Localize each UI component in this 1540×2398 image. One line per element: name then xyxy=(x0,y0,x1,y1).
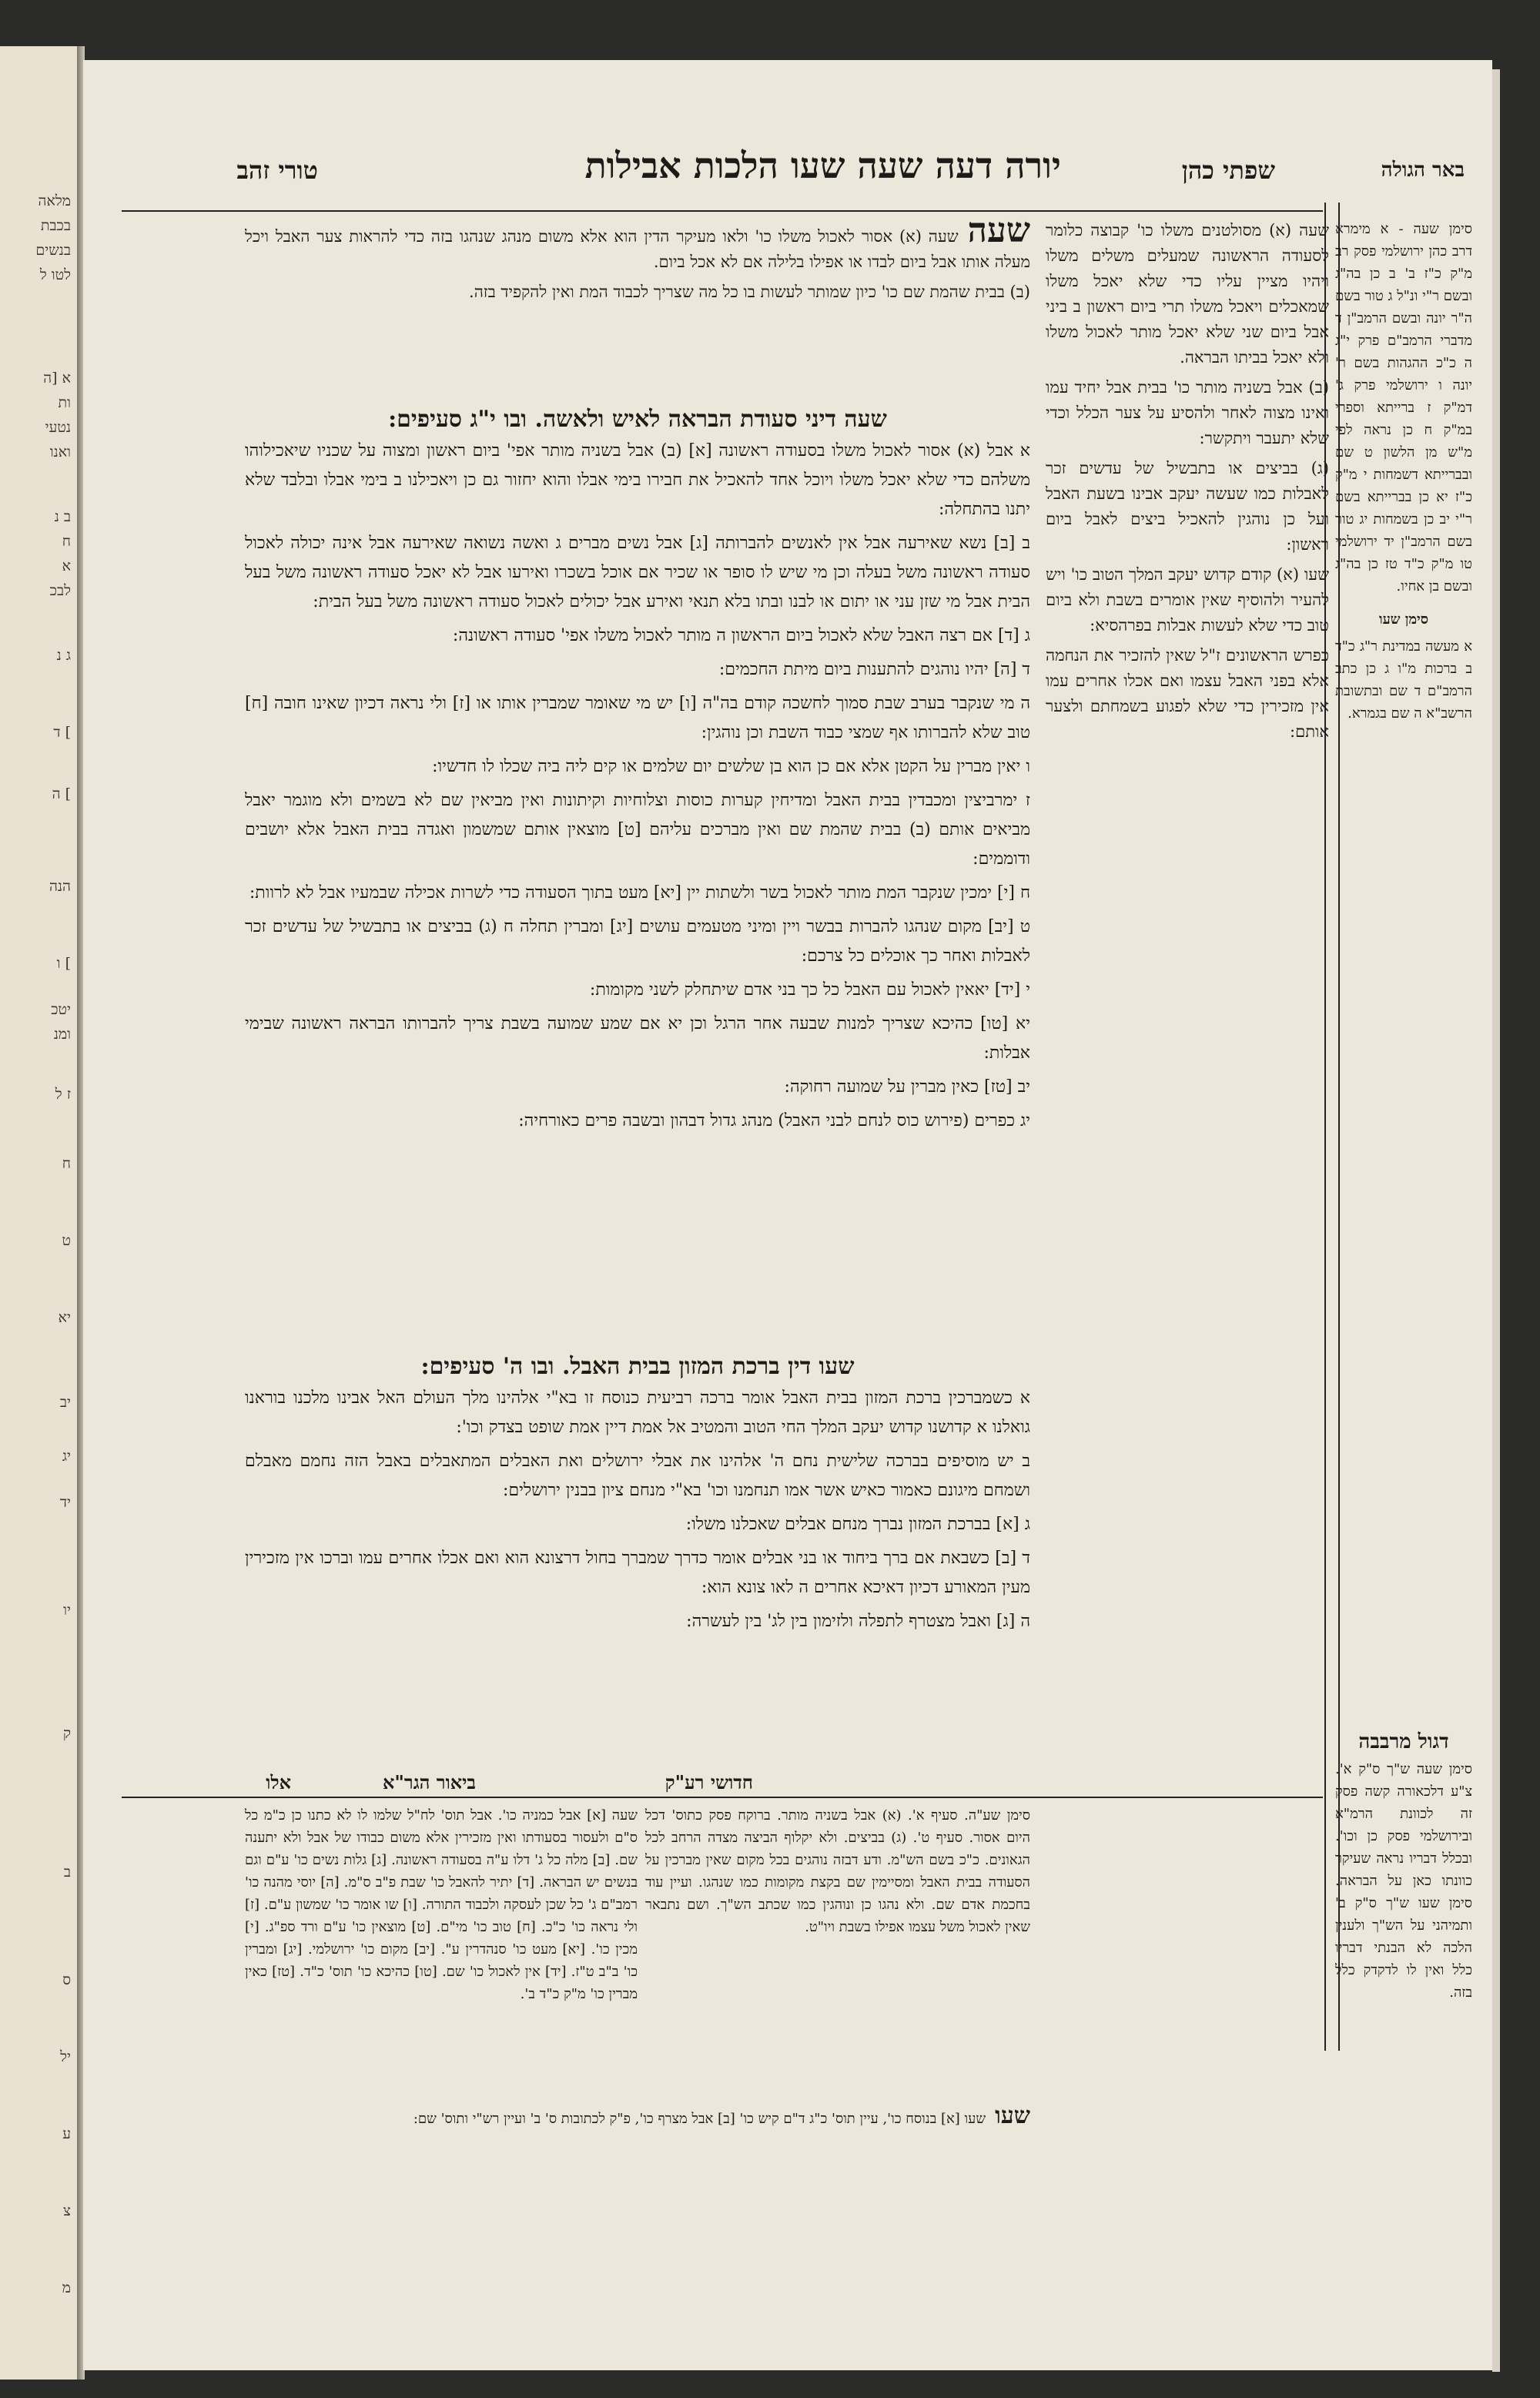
margin-fragment: יטכ xyxy=(51,1001,71,1018)
margin-fragment: לבכ xyxy=(49,582,71,599)
shach-paragraph: (ב) אבל בשניה מותר כו' בבית אבל יחיד עמו ואינו מצוה לאחר ולהסיע על צער הכלל וכדי שלא יתעבר ויתקשר: xyxy=(1046,378,1329,447)
beer-hagolah-text-b: א מעשה במדינת ר"ג כ"ד ב ברכות מ"ו ג כן כתב הרמב"ם ד שם ובתשובת הרשב"א ה שם בגמרא. xyxy=(1335,638,1472,722)
seif: ה [ג] ואבל מצטרף לתפלה ולזימון בין לג' בין לעשרה: xyxy=(686,1612,1030,1631)
taz-paragraph: (ב) בבית שהמת שם כו' כיון שמותר לעשות בו כל מה שצריך לכבוד המת ואין להקפיד בזה. xyxy=(469,283,1030,301)
main-text-column xyxy=(245,403,1030,1342)
margin-fragment: ה [ xyxy=(52,785,71,802)
seif: ג [ד] אם רצה האבל שלא לאכול ביום הראשון ה מותר לאכול משלו אפי' סעודה ראשונה: xyxy=(452,626,1030,645)
margin-fragment: ואנו xyxy=(49,444,71,461)
margin-fragment: א [ה xyxy=(43,370,71,387)
siman-heading: שעה דיני סעודת הבראה לאיש ולאשה. ובו י"ג סעיפים: xyxy=(388,406,887,433)
seif: ד [ב] כשבאת אם ברך ביחוד או בני אבלים אומר כדרך שמברך בחול דרצונא הוא ואם אכלו אחרים עמו וברכו אין מזכירין מעין המאורע דכיון דאיכא אחרים ה לאו צונא הוא: xyxy=(245,1549,1030,1597)
beer-hagolah-text: סימן שעה - א מימרא דרב כהן ירושלמי פסק רב מ"ק כ"ז ב' ב כן בה"ג ובשם ר"י ונ"ל ג טור בשם ה"ר יונה ובשם הרמב"ן ד מדברי הרמב"ם פרק י"ג ה כ"כ ההגהות בשם ר' יונה ו ירושלמי פרק ג' דמ"ק ז ברייתא וספרי במ"ק ח כן נראה לפי מ"ש מן הלשון ט שם ובברייתא דשמחות י מ"ק כ"ז יא כן בברייתא בשם ר"י יב כן בשמחות יג טור בשם הרמב"ן יד ירושלמי טו מ"ק כ"ד טז כן בה"ג ובשם בן אחיו. xyxy=(1335,221,1472,594)
rabbi-akiva-label: חדושי רע"ק xyxy=(665,1771,753,1793)
margin-fragment: מלאה xyxy=(38,193,71,209)
seif: ט [יב] מקום שנהגו להברות בבשר ויין ומיני מטעמים עושים [יג] ומברין תחלה ח (ג) בביצים או בתבשיל של עדשים זכר לאבלות ואחר כך אוכלים כל צרכם: xyxy=(245,917,1030,966)
margin-fragment: ז ל xyxy=(55,1086,71,1103)
shach-paragraph: כפרש הראשונים ז"ל שאין להזכיר את הנחמה אלא בפני האבל עצמו ואם אכלו אחרים עמו אין מזכירין כדי שלא לפגוע בשמחתם ולצער אותם: xyxy=(1046,646,1329,741)
margin-fragment: יד xyxy=(59,1494,71,1511)
margin-fragment: יו xyxy=(63,1602,71,1619)
seif: יב [טז] כאין מברין על שמועה רחוקה: xyxy=(784,1077,1030,1097)
header-shach: שפתי כהן xyxy=(1181,156,1275,185)
beer-hagolah-column xyxy=(1335,218,1472,1627)
margin-fragment: ות xyxy=(58,394,71,411)
margin-fragment: מ xyxy=(62,2279,71,2296)
margin-fragment: ח xyxy=(62,533,71,550)
bottom-labels xyxy=(245,1771,1030,1797)
margin-fragment: יב xyxy=(59,1394,71,1411)
bottom-notes xyxy=(245,2105,1030,2336)
rabbi-akiva-column xyxy=(645,1804,1030,2097)
taz-column xyxy=(245,218,1030,403)
header-taz: טורי זהב xyxy=(236,156,318,185)
shach-paragraph: שעה (א) מסולטנים משלו כו' קבוצה כלומר לסעודה הראשונה שמעלים משלים משלו ויהיו מציין עליו כדי שלא יאכל משלו שמאכלים ויאכל משלו תרי ביום ראשון ב ביני אבל ביום שני שלא יאכל מותר לאכול משלו ולא יאכל בביתו הבראה. xyxy=(1046,221,1329,367)
margin-fragment: יל xyxy=(60,2048,71,2065)
beer-hagolah-heading-b: סימן שעו xyxy=(1378,611,1429,628)
seif: יא [טו] כהיכא שצריך למנות שבעה אחר הרגל וכן יא אם שמע שמועה בשבת צריך להברותו הבראה ראשונה שבימי אבלות: xyxy=(245,1014,1030,1063)
margin-fragment: יא xyxy=(58,1309,71,1326)
header-beer-hagolah: באר הגולה xyxy=(1381,159,1465,182)
margin-fragment: ו [ xyxy=(56,955,71,972)
margin-fragment: א xyxy=(62,558,71,574)
seif: ד [ה] יהיו נוהגים להתענות ביום מיתת החכמים: xyxy=(718,660,1030,679)
siman-marker: שעה xyxy=(967,218,1030,250)
margin-fragment: ד [ xyxy=(53,724,71,741)
margin-fragment: יג xyxy=(62,1448,71,1465)
seif: ו יאין מברין על הקטן אלא אם כן הוא בן שלשים יום שלמים או קים ליה ביה שכלו לו חדשיו: xyxy=(432,757,1030,776)
taz-paragraph xyxy=(245,218,1030,275)
margin-fragment: הנה xyxy=(49,878,71,895)
header-rule xyxy=(122,210,1323,212)
page-edge-shadow xyxy=(1492,69,1500,2372)
siman-376-column xyxy=(245,1350,1030,1812)
shach-paragraph: (ג) בביצים או בתבשיל של עדשים זכר לאבלות כמו שעשה יעקב אבינו בשעת האבל ועל כן נוהגין להאכיל ביצים לאבל ביום ראשון: xyxy=(1046,459,1329,554)
page-title: יורה דעה שעה שעו הלכות אבילות xyxy=(584,145,1061,186)
siman-marker-376: שעו xyxy=(995,2105,1030,2129)
seif: ח [י] ימכין שנקבר המת מותר לאכול בשר ולשתות יין [יא] מעט בתוך הסעודה כדי לשרות אכילה שבמעיו אבל לא לרוות: xyxy=(249,883,1030,903)
seif: ה מי שנקבר בערב שבת סמוך לחשכה קודם בה"ה [ו] יש מי שאומר שמברין אותו או [ז] ולי נראה דכיון שאינו חובה [ח] טוב שלא להברותו אף שמצי כבוד השבת וכן נוהגין: xyxy=(245,694,1030,742)
seif: א אבל (א) אסור לאכול משלו בסעודה ראשונה [א] (ב) אבל בשניה מותר אפי' ביום ראשון ומצוה על שכניו שיאכילוהו משלהם כדי שלא יאכל משלו ויוכל אחד להאכיל את חבירו בימי אבלו והוא יחזור גם כן ויאכילנו ב בימי אבלו ובלבד שלא יתנו בהתחלה: xyxy=(245,441,1030,519)
seif: ג [א] בברכת המזון נברך מנחם אבלים שאכלנו משלו: xyxy=(685,1515,1030,1534)
dagul-label: דגול מרבבה xyxy=(1358,1731,1449,1753)
siman-heading-376: שעו דין ברכת המזון בבית האבל. ובו ה' סעיפים: xyxy=(420,1353,855,1380)
margin-fragment: ומנ xyxy=(53,1026,71,1043)
dagul-text: סימן שעה ש"ך ס"ק א'. צ"ע דלכאורה קשה פסק זה לכוונת הרמ"א ובירושלמי פסק כן וכו'. ובכלל דבריו נראה שעיקר כוונתו כאן על הבראה. סימן שעו ש"ך ס"ק ב' ותמיהני על הש"ך ולענין הלכה לא הבנתי דבריו כלל ואין לו לדקדק כלל בזה. xyxy=(1335,1761,1472,2001)
margin-fragment: לטו ל xyxy=(39,266,71,283)
gra-column xyxy=(245,1804,638,2097)
shach-column xyxy=(1046,218,1329,1681)
book-page xyxy=(83,60,1492,2370)
elu-label: אלו xyxy=(266,1771,291,1793)
seif: ז ימרביצין ומכבדין בבית האבל ומדיחין קערות כוסות וצלוחיות וקיתונות ואין מביאין שם לא בשמים ולא מוגמר יאבל מביאים אותם (ב) בבית שהמת שם ואין מברכים עליהם [ט] מוצאין אותם שמשמון ואגדה בבית האבל אלא יושבים ודוממים: xyxy=(245,791,1030,869)
dagul-column xyxy=(1335,1731,1472,2347)
margin-fragment: צ xyxy=(63,2202,71,2219)
seif: יג כפרים (פירוש כוס לנחם לבני האבל) מנהג גדול דבהון ובשבה פרים כאורחיה: xyxy=(518,1111,1030,1130)
seif: א כשמברכין ברכת המזון בבית האבל אומר ברכה רביעית כנוסח זו בא"י אלהינו מלך העולם האל אבינו מלכנו בוראנו גואלנו א קדושנו קדוש יעקב המלך החי הטוב והמטיב אל אמת דיין אמת שופט בצדק וכו': xyxy=(245,1388,1030,1437)
margin-fragment: ק xyxy=(62,1725,71,1742)
margin-fragment: ב xyxy=(63,1864,71,1881)
gra-text: שעה [א] אבל כמניה כו'. אבל תוס' לח"ל שלמו לו לא כתנו כן כ"מ כל ס"ם ולעסור בסעודתו ואין מזכירין אלא משום כבודו של אבל ולא יתענה שם. [ב] מלה כל ג' דלו ע"ה בסעודה ראשונה. [ג] גלות נשים כו' ע"ם וגם בנשים יש הבראה. [ד] יתיר להאבל כו' שבת פ"ב ס"מ. [ה] יוסי מהנה כו' רמב"ם ג' כל שכן לעסקה ולכבוד התורה. [ו] שו אומר כו' שמשון ע"ם. [ז] ולי נראה כו' כ"כ. [ח] טוב כו' מי"ם. [ט] מוצאין כו' ע"ם ורד ספ"ג. [י] מכין כו'. [יא] מעט כו' סנהדרין ע". [יב] מקום כו' ירושלמי. [יג] ומברין כו' ב"ב ט"ז. [יד] אין לאכול כו' שם. [טו] כהיכא כו' תוס' כ"ד. [טז] כאין מברין כו' מ"ק כ"ד ב'. xyxy=(245,1807,638,2002)
margin-fragment: ח xyxy=(62,1155,71,1172)
seif: ב יש מוסיפים בברכה שלישית נחם ה' אלהינו את אבלי ירושלים ואת האבלים המתאבלים באבל הזה נחמם מאבלם ושמחם מיגונם כאמור כאיש אשר אמו תנחמנו וכו' בא"י מנחם ציון בבנין ירושלים: xyxy=(245,1452,1030,1500)
rabbi-akiva-text: סימן שע"ה. סעיף א'. (א) אבל בשניה מותר. ברוקח פסק כתוס' דכל היום אסור. סעיף ט'. (ג) בביצים. ולא יקלוף הביצה מצדה הרחב לכל הגאונים. כ"כ בשם הש"מ. ודע דבזה נוהגים בכל מקום שאין מברכין על הסעודה בבית האבל ומסיימין שם בקצת מקומות כמו שנהגו. ועיין עוד בחכמת אדם שם. ולא נהגו כן ונוהגין כמו שכתב הש"ך. ושם נתבאר שאין לאכול משל עצמו אפילו בשבת ויו"ט. xyxy=(645,1807,1030,1935)
seif: י [יד] יאאין לאכול עם האבל כל כך בני אדם שיתחלק לשני מקומות: xyxy=(589,980,1030,1000)
margin-fragment: ב נ xyxy=(54,508,71,525)
shach-paragraph: שעו (א) קודם קדוש יעקב המלך הטוב כו' ויש להעיר ולהוסיף שאין אומרים בשבת ולא ביום טוב כדי שלא לעשות אבלות בפרהסיא: xyxy=(1046,565,1329,635)
seif: ב [ב] נשא שאירעה אבל אין לאנשים להברותה [ג] אבל נשים מברים ג ואשה נשואה שאירעה אבל אינה יכולה לאכול סעודה ראשונה משל בעלה וכן מי שיש לו סופר או שכיר אם אוכל בשכרו ואירעו אבל לא יאכל סעודה ראשונה משל בעל הבית אבל מי שזן עני או יתום או לבנו ובתו בלא תנאי ואירע אבל יכולים לאכול סעודה ראשונה משל בעל הבית: xyxy=(245,534,1030,611)
previous-page-edge xyxy=(0,46,79,2380)
margin-fragment: ג נ xyxy=(56,647,71,664)
margin-fragment: ע xyxy=(62,2125,71,2142)
gra-label: ביאור הגר"א xyxy=(383,1771,476,1793)
bottom-foot xyxy=(245,2105,1030,2130)
margin-fragment: נטעי xyxy=(45,419,71,436)
margin-fragment: בנשים xyxy=(35,242,71,259)
running-header xyxy=(83,145,1492,206)
bottom-foot-text: שעו [א] בנוסח כו', עיין תוס' כ"ג ד"ם קיש כו' [ב] אבל מצרף כו', פ"ק לכתובות ס' ב' ועיין רש"י ותוס' שם: xyxy=(413,2111,986,2127)
margin-fragment: ס xyxy=(62,1971,71,1988)
margin-fragment: בכבת xyxy=(40,217,71,234)
margin-fragment: ט xyxy=(62,1232,71,1249)
taz-text: שעה (א) אסור לאכול משלו כו' ולאו מעיקר הדין הוא אלא משום מנהג שנהגו בזה כדי להראות צער האבל ויכל מעלה אותו אבל ביום לבדו או אפילו בלילה אם לא אכל ביום. xyxy=(245,227,1030,271)
